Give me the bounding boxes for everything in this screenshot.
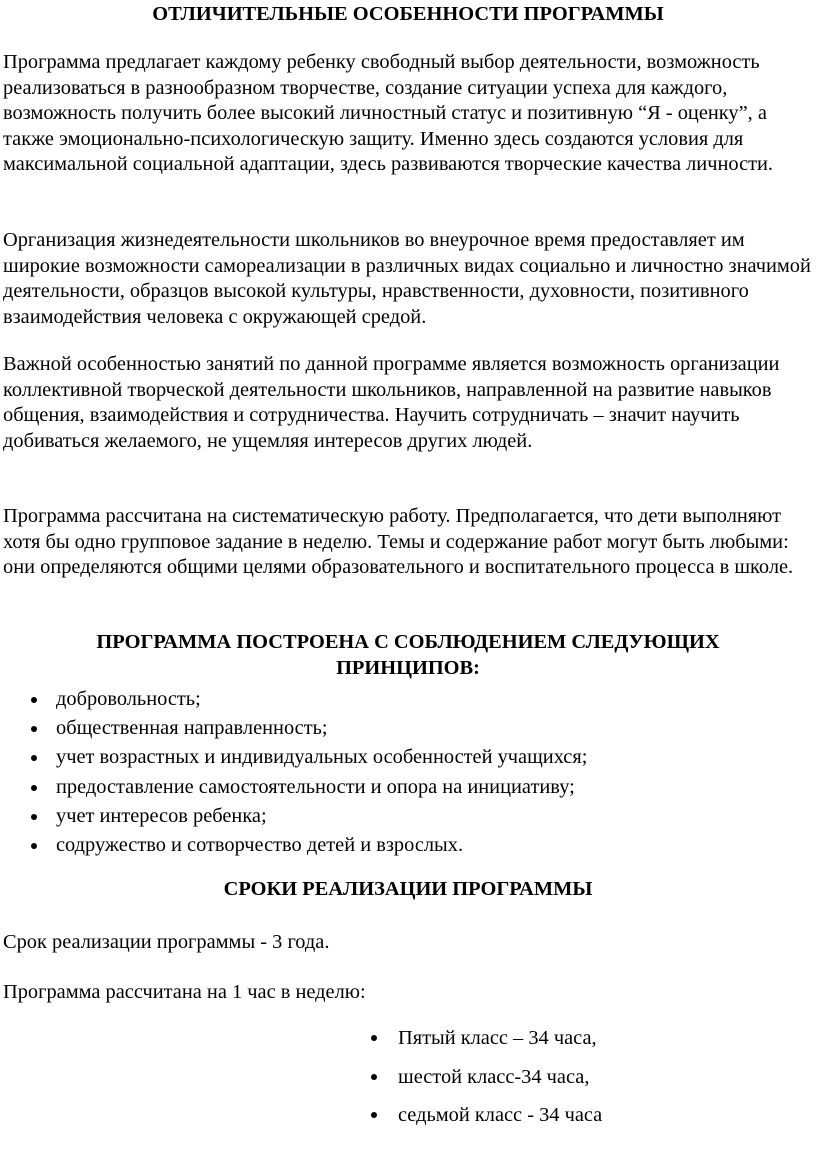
- paragraph-systematic-work: Программа рассчитана на систематическую работу. Предполагается, что дети выполняют хотя бы одно групповое задание в неделю. Темы и содержание работ могут быть любыми: они определяются общими целями образовательного и воспитательного процесса в школе.: [3, 505, 794, 579]
- paragraph-duration: Срок реализации программы - 3 года.: [3, 931, 330, 953]
- paragraph-hours: Программа рассчитана на 1 час в неделю:: [3, 981, 366, 1003]
- bullet-icon: [31, 814, 37, 820]
- paragraph-distinctive-features: Программа предлагает каждому ребенку свободный выбор деятельности, возможность реализоваться в разнообразном творчестве, создание ситуации успеха для каждого, возможность получить более высокий личностный статус и позитивную “Я - оценку”, а также эмоционально-психологическую защиту. Именно здесь создаются условия для максимальной социальной адаптации, здесь развиваются творческие качества личности.: [3, 51, 774, 176]
- list-item-text: добровольность;: [56, 688, 201, 710]
- bullet-icon: [31, 726, 37, 732]
- list-item: [0, 831, 587, 860]
- list-item: [0, 1025, 602, 1064]
- list-item: [0, 685, 587, 714]
- list-item: [0, 1102, 602, 1141]
- bullet-icon: [31, 697, 37, 703]
- bullet-icon: [31, 755, 37, 761]
- bullet-icon: [31, 843, 37, 849]
- list-item: [0, 802, 587, 831]
- paragraph-collective-activity: Важной особенностью занятий по данной программе является возможность организации коллективной творческой деятельности школьников, направленной на развитие навыков общения, взаимодействия и сотрудничества. Научить сотрудничать – значит научить добиваться желаемого, не ущемляя интересов других людей.: [3, 353, 780, 452]
- terms-heading: СРОКИ РЕАЛИЗАЦИИ ПРОГРАММЫ: [223, 878, 593, 900]
- bullet-icon: [371, 1035, 377, 1041]
- list-item-text: содружество и сотворчество детей и взрослых.: [56, 833, 464, 856]
- list-item-text: шестой класс-34 часа,: [398, 1065, 590, 1088]
- list-item: [0, 743, 587, 772]
- list-item-text: учет возрастных и индивидуальных особенностей учащихся;: [56, 746, 588, 769]
- list-item: [0, 1064, 602, 1103]
- document-title: ОТЛИЧИТЕЛЬНЫЕ ОСОБЕННОСТИ ПРОГРАММЫ: [152, 3, 664, 25]
- principles-list: [0, 685, 587, 860]
- bullet-icon: [371, 1074, 377, 1080]
- classes-list: [0, 1025, 602, 1141]
- list-item-text: предоставление самостоятельности и опора на инициативу;: [56, 775, 575, 798]
- list-item-text: учет интересов ребенка;: [56, 804, 267, 827]
- paragraph-leisure-organization: Организация жизнедеятельности школьников во внеурочное время предоставляет им широкие возможности самореализации в различных видах социально и личностно значимой деятельности, образцов высокой культуры, нравственности, духовности, позитивного взаимодействия человека с окружающей средой.: [3, 229, 811, 328]
- list-item-text: общественная направленность;: [56, 717, 328, 740]
- list-item: [0, 773, 587, 802]
- principles-heading: ПРОГРАММА ПОСТРОЕНА С СОБЛЮДЕНИЕМ СЛЕДУЮЩИХ ПРИНЦИПОВ:: [96, 631, 720, 679]
- bullet-icon: [31, 785, 37, 791]
- list-item-text: седьмой класс - 34 часа: [398, 1104, 603, 1126]
- list-item-text: Пятый класс – 34 часа,: [398, 1027, 597, 1049]
- bullet-icon: [371, 1112, 377, 1118]
- list-item: [0, 714, 587, 743]
